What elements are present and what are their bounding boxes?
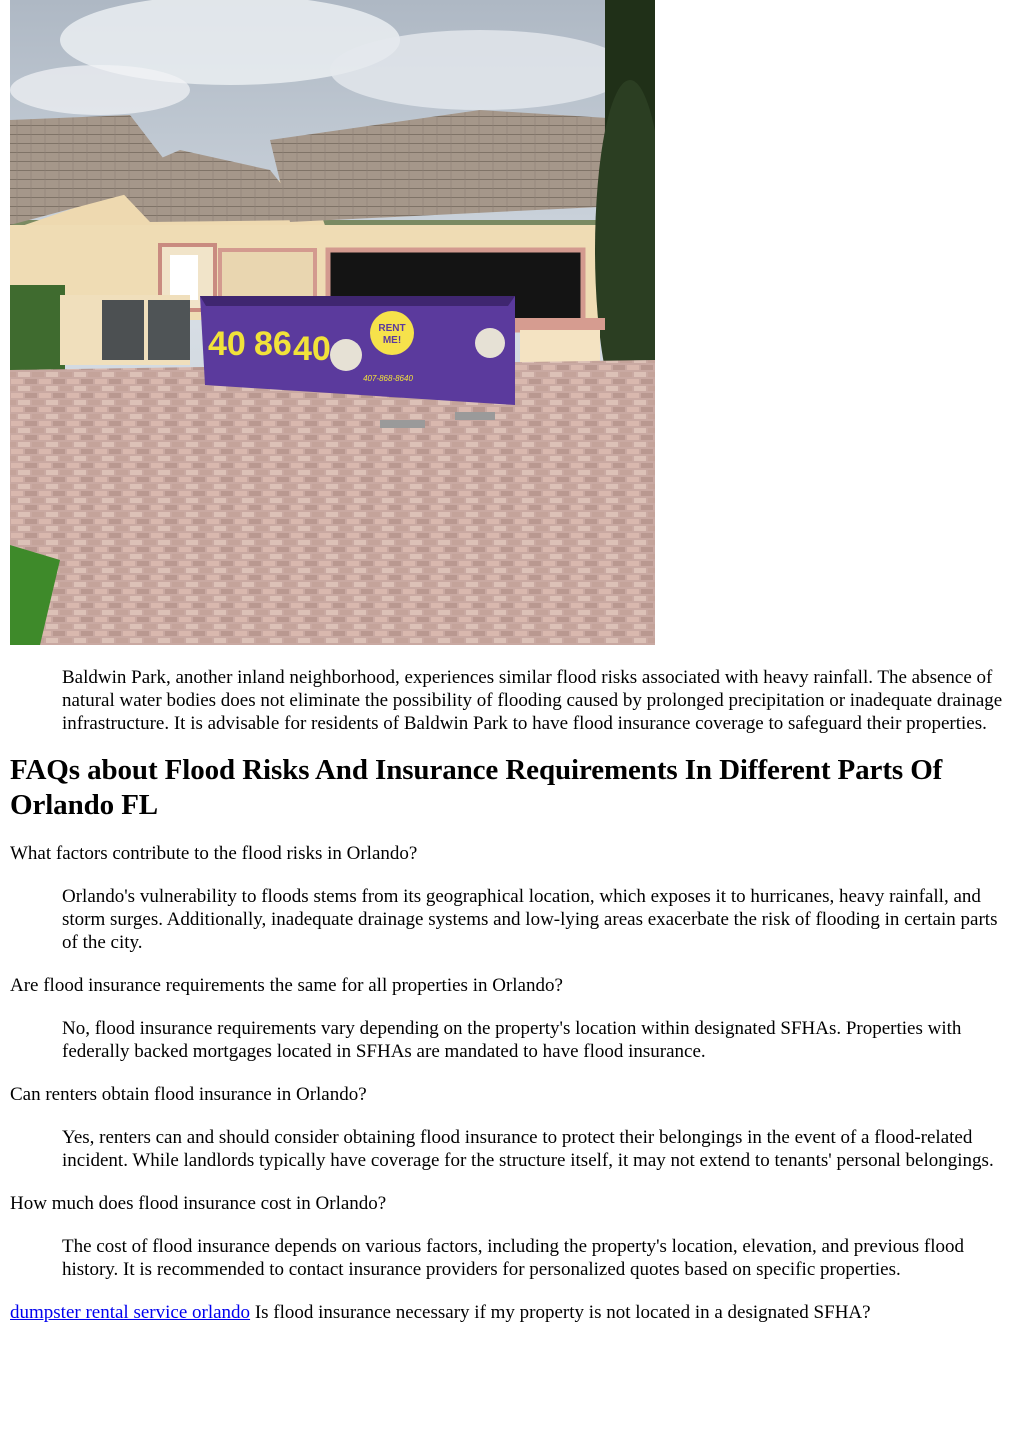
dumpster-rental-link[interactable]: dumpster rental service orlando bbox=[10, 1302, 251, 1323]
faq-question-5-text: Is flood insurance necessary if my property is not located in a designated SFHA? bbox=[250, 1302, 871, 1323]
sticker-line-1: RENT bbox=[378, 323, 406, 334]
article-body bbox=[10, 666, 1016, 1324]
faq-answer-3: Yes, renters can and should consider obtaining flood insurance to protect their belongings in the event of a flood-related incident. While landlords typically have coverage for the structure itself, it may not extend to tenants' personal belongings. bbox=[62, 1127, 994, 1171]
faq-heading: FAQs about Flood Risks And Insurance Requirements In Different Parts Of Orlando FL bbox=[10, 754, 943, 821]
truck-phone-digits-4: 40 bbox=[293, 330, 331, 368]
faq-question-4: How much does flood insurance cost in Orlando? bbox=[10, 1193, 387, 1214]
truck-phone-digits-1: 40 bbox=[208, 325, 246, 363]
faq-answer-1: Orlando's vulnerability to floods stems from its geographical location, which exposes it to hurricanes, heavy rainfall, and storm surges. Additionally, inadequate drainage systems and low-lying areas exacerbate the risk of flooding in certain parts of the city. bbox=[62, 886, 998, 953]
faq-question-1: What factors contribute to the flood risks in Orlando? bbox=[10, 843, 418, 864]
faq-question-2: Are flood insurance requirements the same for all properties in Orlando? bbox=[10, 975, 563, 996]
truck-phone-digits-2: 86 bbox=[254, 325, 292, 363]
faq-question-3: Can renters obtain flood insurance in Orlando? bbox=[10, 1084, 367, 1105]
faq-answer-2: No, flood insurance requirements vary depending on the property's location within designated SFHAs. Properties with federally backed mortgages located in SFHAs are mandated to have flood insurance. bbox=[62, 1018, 962, 1062]
dumpster-driveway-photo bbox=[10, 0, 655, 645]
faq-question-5 bbox=[10, 1301, 1016, 1324]
sticker-line-2: ME! bbox=[382, 335, 402, 346]
truck-phone-small: 407-868-8640 bbox=[363, 374, 413, 383]
intro-paragraph: Baldwin Park, another inland neighborhood, experiences similar flood risks associated with heavy rainfall. The absence of natural water bodies does not eliminate the possibility of flooding caused by prolonged precipitation or inadequate drainage infrastructure. It is advisable for residents of Baldwin Park to have flood insurance coverage to safeguard their properties. bbox=[62, 667, 1003, 734]
faq-answer-4: The cost of flood insurance depends on various factors, including the property's location, elevation, and previous flood history. It is recommended to contact insurance providers for personalized quotes based on specific properties. bbox=[62, 1236, 964, 1280]
